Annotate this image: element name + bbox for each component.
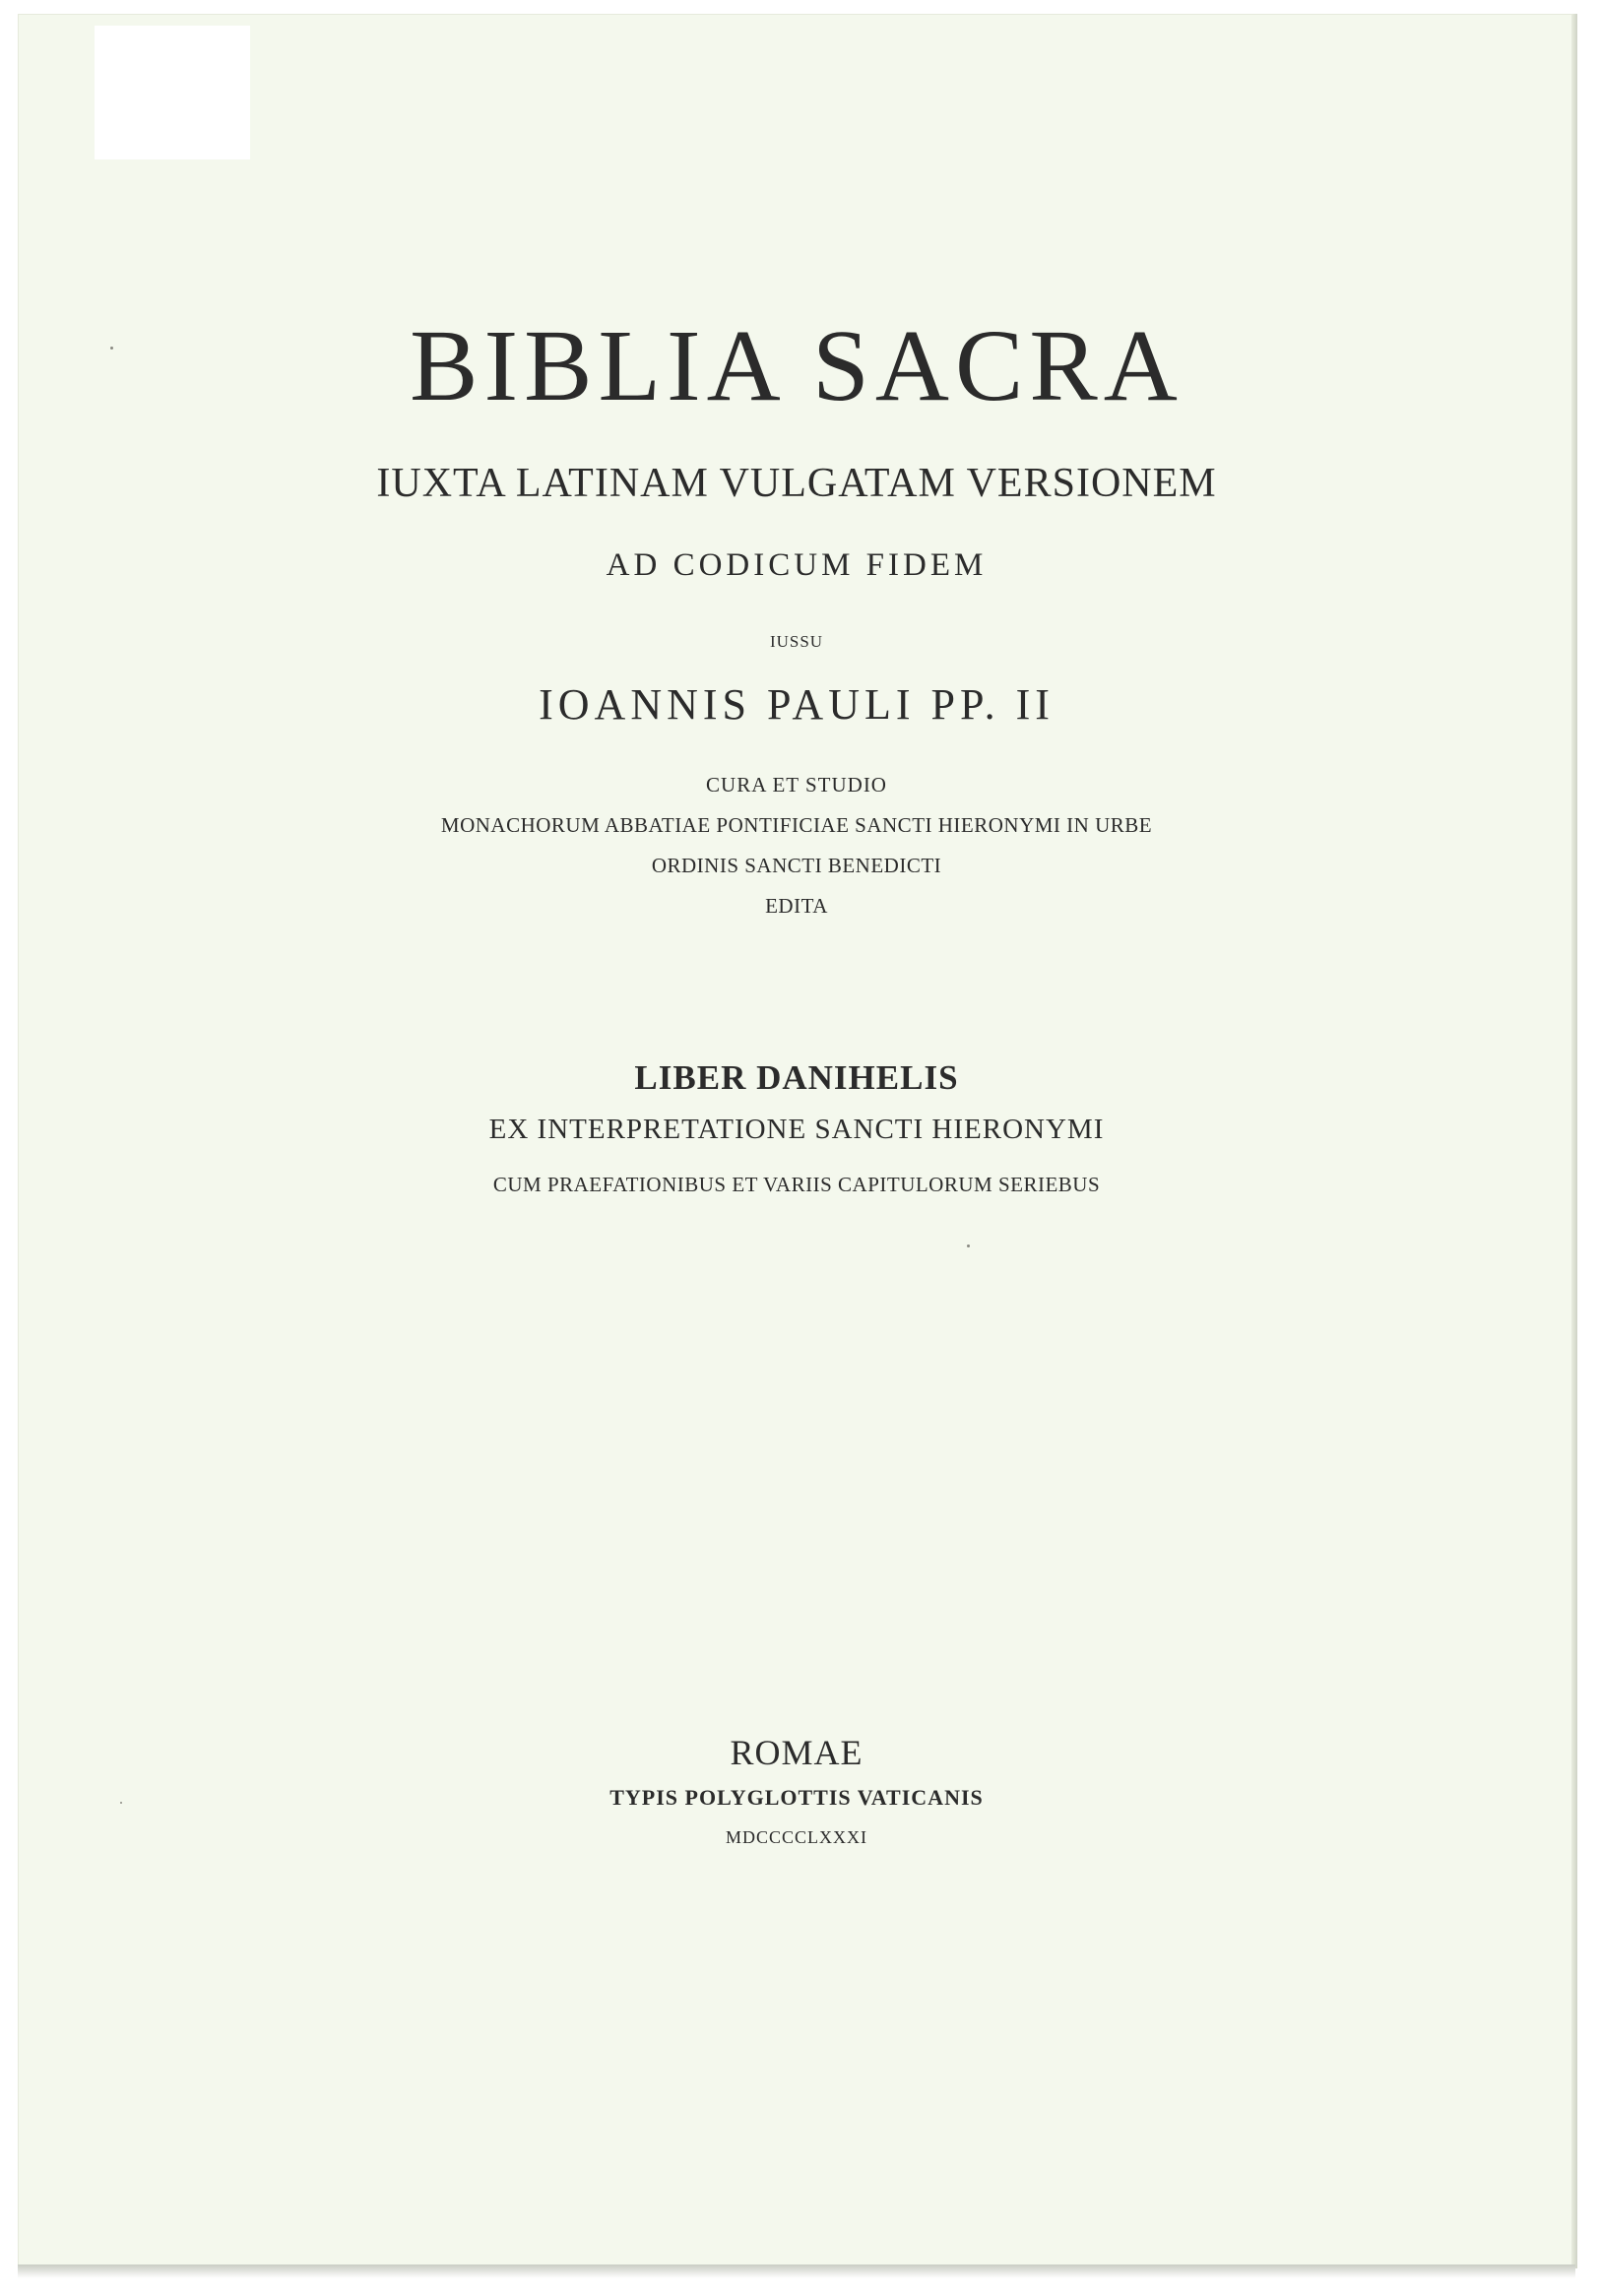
imprint-printer: TYPIS POLYGLOTTIS VATICANIS <box>609 1785 984 1810</box>
editors-line: MONACHORUM ABBATIAE PONTIFICIAE SANCTI HIERONYMI IN URBE <box>440 813 1153 837</box>
removed-label-patch <box>95 26 250 159</box>
book-title: LIBER DANIHELIS <box>634 1058 959 1097</box>
book-interpretation: EX INTERPRETATIONE SANCTI HIERONYMI <box>488 1114 1105 1145</box>
paper-speck <box>967 1244 970 1247</box>
pope-name: IOANNIS PAULI PP. II <box>539 680 1055 729</box>
subtitle-secondary: AD CODICUM FIDEM <box>606 547 988 583</box>
book-note: CUM PRAEFATIONIBUS ET VARIIS CAPITULORUM SERIEBUS <box>492 1173 1101 1196</box>
page-bottom-shadow <box>18 2264 1575 2278</box>
imprint-city: ROMAE <box>730 1733 864 1772</box>
imprint-year: MDCCCCLXXXI <box>725 1827 867 1847</box>
editors-line: ORDINIS SANCTI BENEDICTI <box>651 854 942 877</box>
editors-line: EDITA <box>765 894 828 918</box>
subtitle: IUXTA LATINAM VULGATAM VERSIONEM <box>376 461 1217 506</box>
main-title: BIBLIA SACRA <box>410 309 1184 422</box>
iussu-label: IUSSU <box>769 632 824 651</box>
editors-line: CURA ET STUDIO <box>706 773 887 797</box>
